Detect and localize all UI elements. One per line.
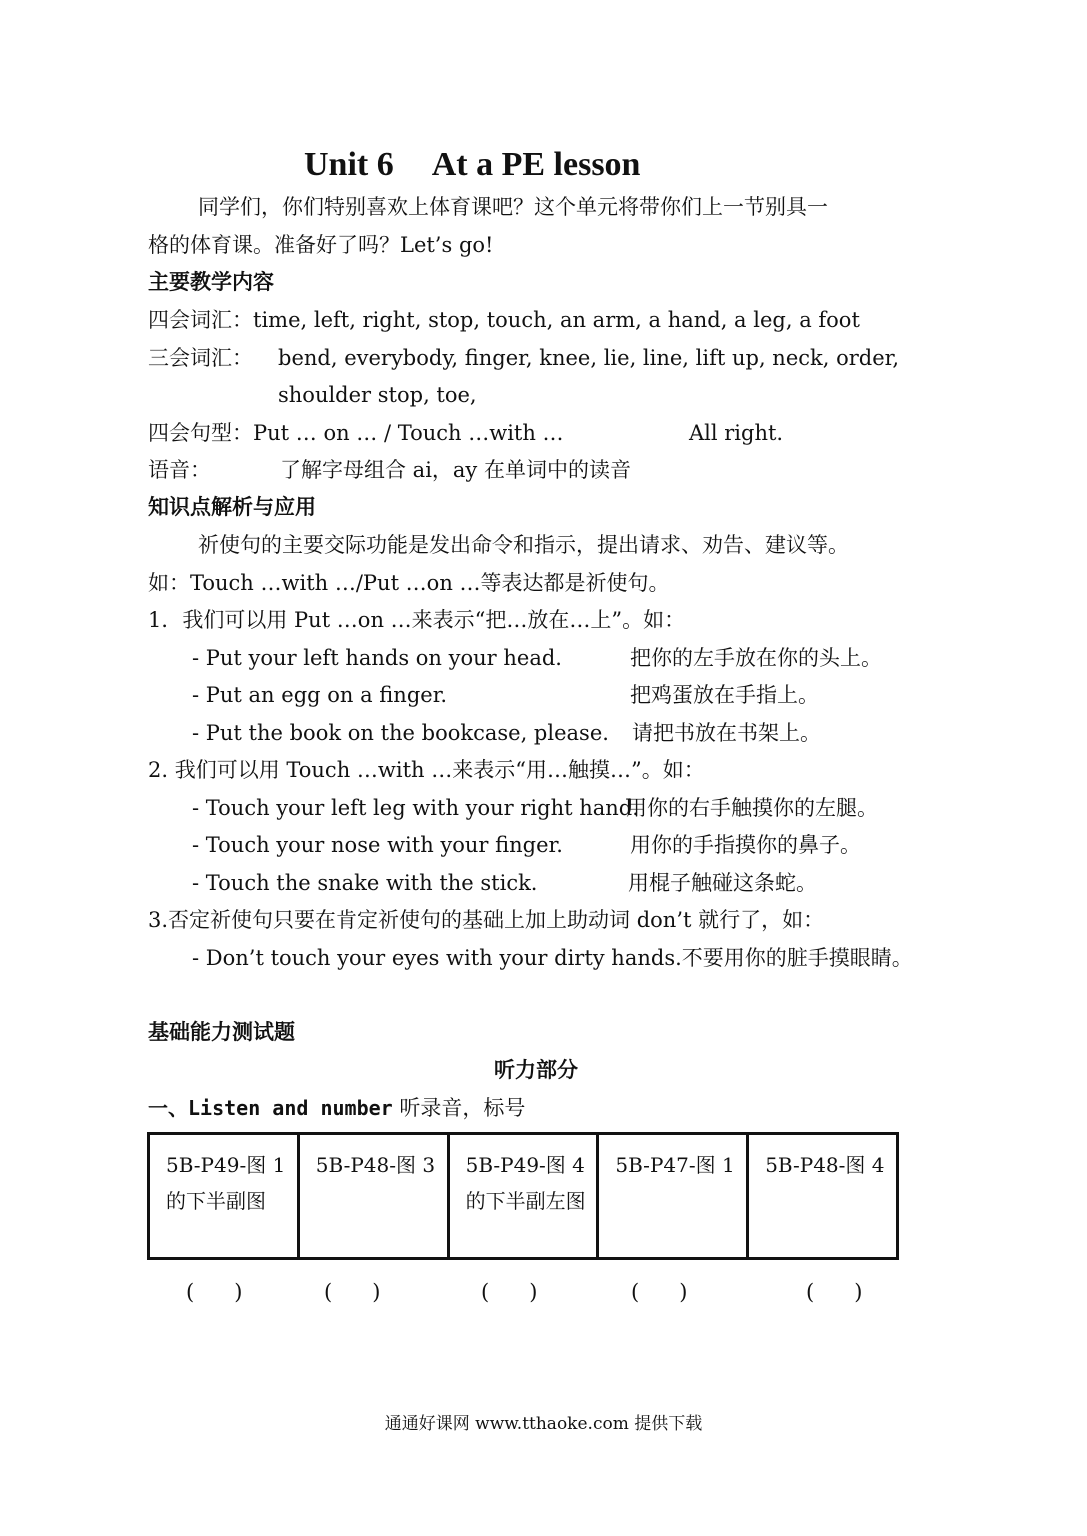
test-heading: 基础能力测试题 [148,1019,295,1044]
example-en: - Put the book on the bookcase, please. [192,721,609,745]
vocab3-line-2: shoulder stop, toe, [278,383,477,407]
unit-label: Unit 6 [304,146,394,183]
vocab3-line-1: bend, everybody, finger, knee, lie, line, lift up, neck, order, [278,346,900,370]
example-zh: 用棍子触碰这条蛇。 [628,871,817,895]
question-1 [148,1093,525,1123]
question-1-prefix: 一、Listen and number [148,1096,393,1120]
question-1-instruction: 听录音，标号 [392,1096,526,1120]
vocab4-label: 四会词汇： [148,308,253,332]
sentence-a: Put … on … / Touch …with … [253,421,564,445]
phonics-label: 语音： [148,458,211,482]
vocab3-label: 三会词汇： [148,346,253,370]
intro-line-1: 同学们，你们特别喜欢上体育课吧？这个单元将带你们上一节别具一 [198,195,828,219]
sentence-label: 四会句型： [148,421,253,445]
example-zh: 把你的左手放在你的头上。 [630,646,882,670]
listening-subheading: 听力部分 [494,1057,578,1082]
knowledge-para-line-2: 如：Touch …with …/Put …on …等表达都是祈使句。 [148,571,670,595]
example-en: - Touch your nose with your finger. [192,833,563,857]
example-zh: 把鸡蛋放在手指上。 [630,683,819,707]
example-zh: 请把书放在书架上。 [632,721,821,745]
page-title [304,146,640,184]
intro-line-2: 格的体育课。准备好了吗？Let’s go! [148,233,494,257]
point-1: 1．我们可以用 Put …on …来表示“把…放在…上”。如： [148,608,686,632]
main-content-heading: 主要教学内容 [148,269,274,294]
unit-topic: At a PE lesson [431,146,641,183]
answer-blank[interactable]: ( ) [481,1280,538,1304]
table-cell: 5B-P48-图 4 [748,1134,898,1259]
point-3-example: - Don’t touch your eyes with your dirty hands.不要用你的脏手摸眼睛。 [192,946,913,970]
sentence-b: All right. [689,421,784,445]
knowledge-para-line-1: 祈使句的主要交际功能是发出命令和指示，提出请求、劝告、建议等。 [198,533,849,557]
point-2: 2. 我们可以用 Touch …with …来表示“用…触摸…”。如： [148,758,705,782]
picture-table [147,1132,899,1260]
answer-blank[interactable]: ( ) [186,1280,243,1304]
answer-blank[interactable]: ( ) [806,1280,863,1304]
answer-blank[interactable]: ( ) [324,1280,381,1304]
table-cell: 5B-P47-图 1 [598,1134,748,1259]
example-en: - Touch the snake with the stick. [192,871,538,895]
example-zh: 用你的右手触摸你的左腿。 [626,796,878,820]
table-row [149,1134,898,1259]
point-3: 3.否定祈使句只要在肯定祈使句的基础上加上助动词 don’t 就行了，如： [148,908,825,932]
example-en: - Touch your left leg with your right hand. [192,796,639,820]
page-footer: 通通好课网 www.tthaoke.com 提供下载 [384,1414,703,1434]
example-zh: 用你的手指摸你的鼻子。 [630,833,861,857]
table-cell: 5B-P48-图 3 [298,1134,448,1259]
example-en: - Put an egg on a finger. [192,683,448,707]
sentence-row [148,418,564,448]
vocab4-words: time, left, right, stop, touch, an arm, a hand, a leg, a foot [253,308,860,332]
answer-blank[interactable]: ( ) [631,1280,688,1304]
knowledge-heading: 知识点解析与应用 [148,494,316,519]
table-cell: 5B-P49-图 4 的下半副左图 [448,1134,598,1259]
table-cell: 5B-P49-图 1 的下半副图 [149,1134,299,1259]
example-en: - Put your left hands on your head. [192,646,562,670]
vocab4-row [148,305,860,335]
phonics-text: 了解字母组合 ai，ay 在单词中的读音 [280,458,631,482]
